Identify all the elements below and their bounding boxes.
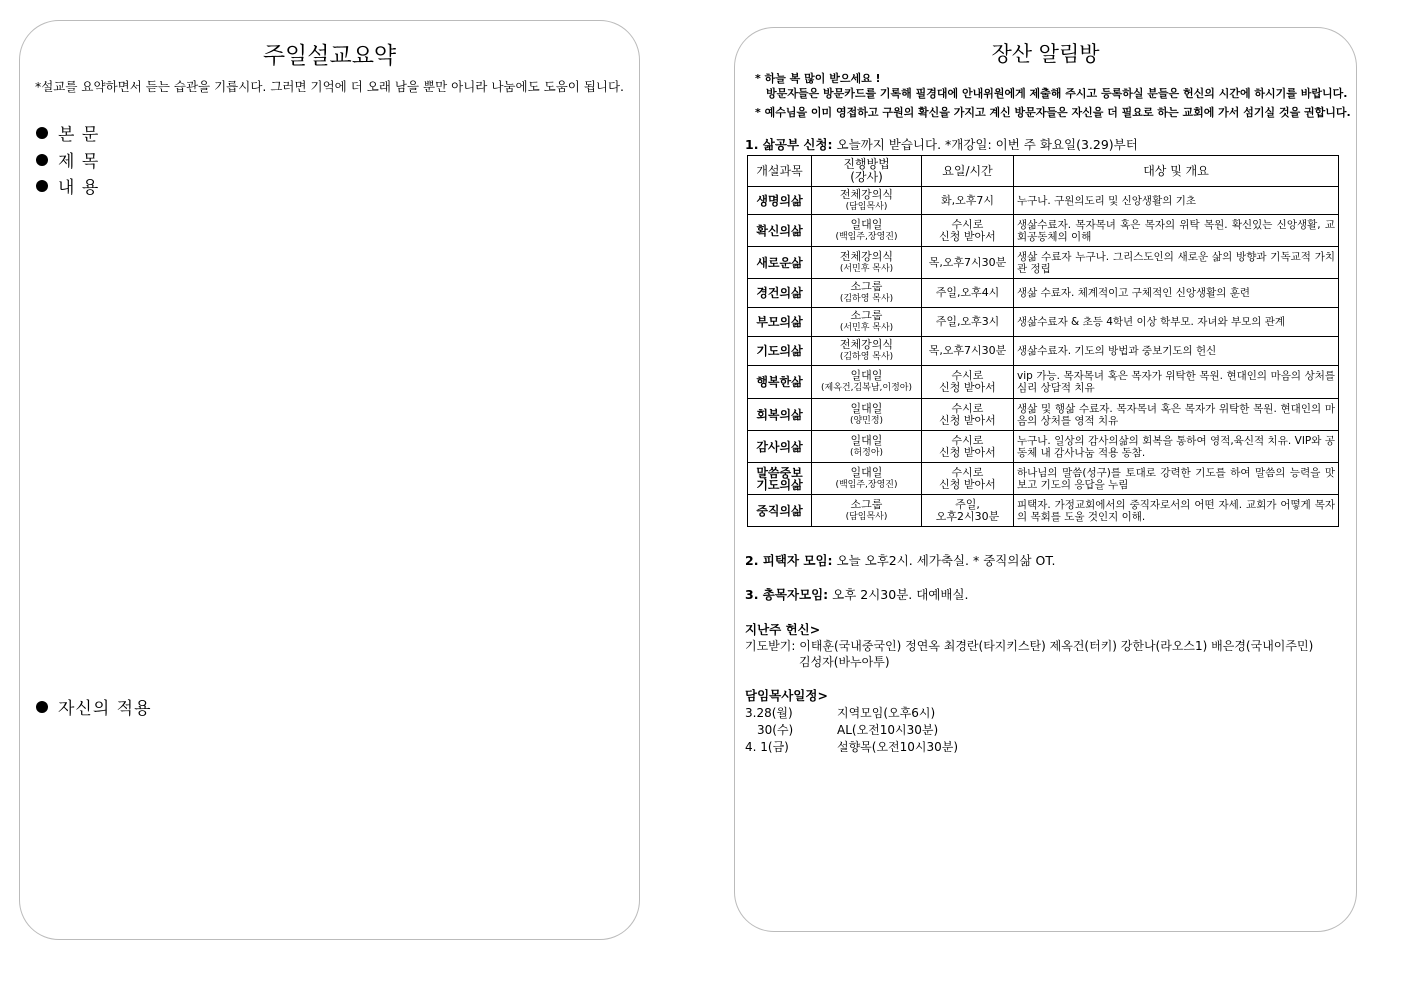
- course-time: 목,오후7시30분: [922, 247, 1014, 279]
- course-name: 행복한삶: [748, 366, 812, 399]
- course-name: 말씀중보 기도의삶: [748, 463, 812, 495]
- header-time: 요일/시간: [922, 156, 1014, 187]
- method-label: 일대일: [850, 401, 883, 415]
- schedule-event: 설향목(오전10시30분): [837, 740, 959, 754]
- course-name: 경건의삶: [748, 279, 812, 308]
- table-row: [748, 463, 1339, 495]
- bullet-dot-icon: [36, 154, 48, 166]
- course-time: 목,오후7시30분: [922, 337, 1014, 366]
- course-method: [812, 337, 922, 366]
- header-method: 진행방법 (강사): [812, 156, 922, 187]
- course-description: 생삶 및 행삶 수료자. 목자목녀 혹은 목자가 위탁한 목원. 현대인의 마음의 상처를 영적 치유: [1014, 399, 1339, 431]
- method-label: 소그룹: [850, 309, 883, 322]
- course-method: [812, 215, 922, 247]
- table-row: [748, 187, 1339, 215]
- course-method: [812, 279, 922, 308]
- method-teacher: (제옥건,김복남,이정아): [821, 383, 912, 393]
- course-name: 확신의삶: [748, 215, 812, 247]
- table-row: [748, 337, 1339, 366]
- method-label: 일대일: [850, 465, 883, 479]
- method-label: 일대일: [850, 369, 883, 382]
- table-row: [748, 431, 1339, 463]
- course-time: 주일, 오후2시30분: [922, 495, 1014, 527]
- schedule-date: 30(수): [757, 723, 794, 737]
- bullet-dot-icon: [36, 127, 48, 139]
- method-label: 전체강의식: [839, 338, 894, 351]
- bullet-dot-icon: [36, 701, 48, 713]
- course-name: 회복의삶: [748, 399, 812, 431]
- method-teacher: (서민후 목사): [839, 263, 894, 274]
- course-description: vip 가능. 목자목녀 혹은 목자가 위탁한 목원. 현대인의 마음의 상처를 심리 상담적 치유: [1014, 366, 1339, 399]
- notice-greeting: * 하늘 복 많이 받으세요 !: [755, 72, 881, 85]
- course-name: 생명의삶: [748, 187, 812, 215]
- offering-title: 지난주 헌신>: [745, 622, 821, 637]
- course-name: 부모의삶: [748, 308, 812, 337]
- bullet-application: 자신의 적용: [36, 694, 152, 719]
- method-label: 일대일: [850, 217, 883, 231]
- course-method: [812, 495, 922, 527]
- table-row: [748, 247, 1339, 279]
- course-method: [812, 431, 922, 463]
- course-time: 수시로 신청 받아서: [922, 366, 1014, 399]
- method-label: 소그룹: [850, 280, 883, 293]
- method-teacher: (김하영 목사): [839, 294, 894, 304]
- table-row: [748, 399, 1339, 431]
- course-time: 수시로 신청 받아서: [922, 399, 1014, 431]
- announcements-title: 장산 알림방: [991, 42, 1100, 66]
- course-name: 중직의삶: [748, 495, 812, 527]
- method-teacher: (담임목사): [845, 511, 888, 522]
- method-label: 일대일: [850, 433, 883, 447]
- method-label: 소그룹: [850, 497, 883, 511]
- method-teacher: (백임주,장영진): [835, 231, 898, 242]
- sermon-summary-title: 주일설교요약: [262, 43, 397, 69]
- course-method: [812, 247, 922, 279]
- course-description: 생삶수료자. 기도의 방법과 중보기도의 헌신: [1014, 337, 1339, 366]
- course-name: 기도의삶: [748, 337, 812, 366]
- schedule-date: 3.28(월): [745, 706, 793, 720]
- bullet-content: 내 용: [36, 173, 99, 198]
- course-description: 누구나. 구원의도리 및 신앙생활의 기초: [1014, 187, 1339, 215]
- offering-line-2: 김성자(바누아투): [799, 655, 890, 669]
- course-method: [812, 366, 922, 399]
- table-row: [748, 495, 1339, 527]
- course-method: [812, 308, 922, 337]
- schedule-title: 담임목사일정>: [745, 688, 828, 703]
- announcements-panel: [734, 27, 1357, 932]
- bullet-dot-icon: [36, 180, 48, 192]
- bullet-title: 제 목: [36, 147, 99, 172]
- sermon-summary-panel: [19, 20, 640, 940]
- header-course: 개설과목: [748, 156, 812, 187]
- course-description: 피택자. 가정교회에서의 중직자로서의 어떤 자세. 교회가 어떻게 목자의 목회를 도울 것인지 이해.: [1014, 495, 1339, 527]
- table-row: [748, 215, 1339, 247]
- schedule-event: AL(오전10시30분): [837, 723, 939, 737]
- course-method: [812, 187, 922, 215]
- course-description: 하나님의 말씀(성구)를 토대로 강력한 기도를 하여 말씀의 능력을 맛보고 기도의 응답을 누림: [1014, 463, 1339, 495]
- method-teacher: (담임목사): [845, 201, 888, 212]
- method-teacher: (백임주,장영진): [835, 479, 898, 490]
- course-description: 생삶 수료자. 체계적이고 구체적인 신앙생활의 훈련: [1014, 279, 1339, 308]
- course-method: [812, 399, 922, 431]
- course-time: 수시로 신청 받아서: [922, 431, 1014, 463]
- course-description: 생삶수료자 & 초등 4학년 이상 학부모. 자녀와 부모의 관계: [1014, 308, 1339, 337]
- course-time: 주일,오후3시: [922, 308, 1014, 337]
- course-description: 생삶수료자. 목자목녀 혹은 목자의 위탁 목원. 확신있는 신앙생활, 교회공동체의 이해: [1014, 215, 1339, 247]
- table-row: [748, 279, 1339, 308]
- header-desc: 대상 및 개요: [1014, 156, 1339, 187]
- method-label: 전체강의식: [839, 249, 894, 263]
- course-description: 생삶 수료자 누구나. 그리스도인의 새로운 삶의 방향과 기독교적 가치관 정립: [1014, 247, 1339, 279]
- course-method: [812, 463, 922, 495]
- course-time: 수시로 신청 받아서: [922, 463, 1014, 495]
- course-description: 누구나. 일상의 감사의삶의 회복을 통하여 영적,육신적 치유. VIP와 공동체 내 감사나눔 적용 동참.: [1014, 431, 1339, 463]
- course-table: [747, 155, 1339, 527]
- notice-believers: * 예수님을 이미 영접하고 구원의 확신을 가지고 계신 방문자들은 자신을 더 필요로 하는 교회에 가서 섬기실 것을 권합니다.: [755, 106, 1351, 119]
- sermon-summary-note: *설교를 요약하면서 듣는 습관을 기릅시다. 그러면 기억에 더 오래 남을 뿐만 아니라 나눔에도 도움이 됩니다.: [34, 79, 625, 94]
- section-shepherds-meeting: 3. 총목자모임: 오후 2시30분. 대예배실.: [745, 587, 969, 602]
- course-name: 감사의삶: [748, 431, 812, 463]
- method-teacher: (서민후 목사): [839, 323, 894, 333]
- table-header-row: [748, 156, 1339, 187]
- course-time: 화,오후7시: [922, 187, 1014, 215]
- course-time: 수시로 신청 받아서: [922, 215, 1014, 247]
- notice-visitors: 방문자들은 방문카드를 기록해 필경대에 안내위원에게 제출해 주시고 등록하실 분들은 헌신의 시간에 하시기를 바랍니다.: [766, 87, 1348, 100]
- bullet-scripture: 본 문: [36, 120, 99, 145]
- section-life-study: 1. 삶공부 신청: 오늘까지 받습니다. *개강일: 이번 주 화요일(3.29)부터: [745, 137, 1138, 152]
- method-teacher: (김하영 목사): [839, 352, 894, 362]
- table-row: [748, 366, 1339, 399]
- course-name: 새로운삶: [748, 247, 812, 279]
- section-elders-meeting: 2. 피택자 모임: 오늘 오후2시. 세가축실. * 중직의삶 OT.: [745, 553, 1056, 568]
- schedule-event: 지역모임(오후6시): [837, 706, 936, 720]
- method-label: 전체강의식: [839, 187, 894, 201]
- schedule-date: 4. 1(금): [745, 740, 789, 754]
- offering-line-1: 기도받기: 이태훈(국내중국인) 정연옥 최경란(타지키스탄) 제옥건(터키) 강한나(라오스1) 배은경(국내이주민): [745, 639, 1314, 653]
- method-teacher: (허정아): [849, 447, 884, 458]
- method-teacher: (양민정): [849, 415, 884, 426]
- course-time: 주일,오후4시: [922, 279, 1014, 308]
- table-row: [748, 308, 1339, 337]
